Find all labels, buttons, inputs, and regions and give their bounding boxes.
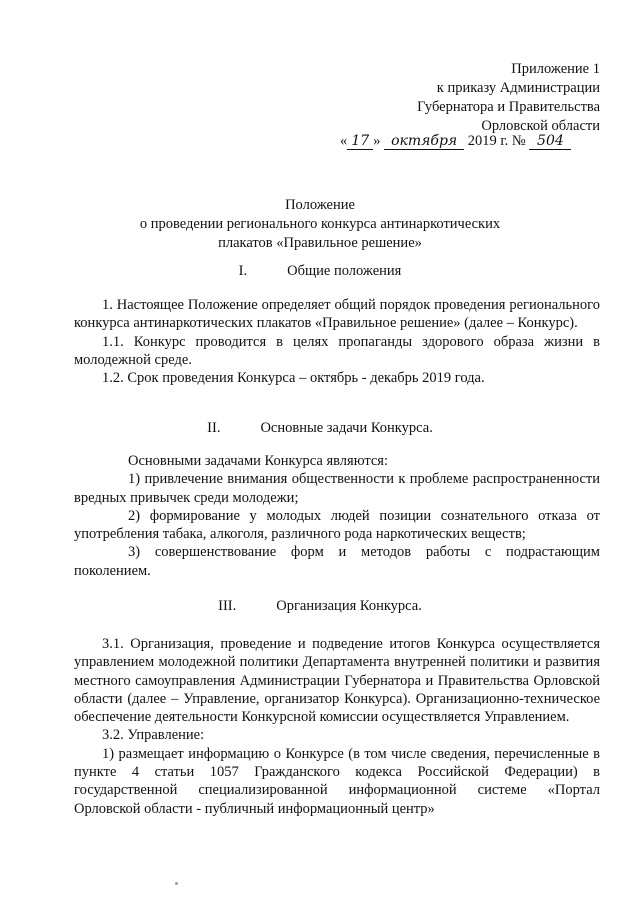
section-number: III.: [218, 598, 237, 614]
paragraph: 3.1. Организация, проведение и подведение итогов Конкурса осуществляется управлением молодежной политики Департамента внутренней политики и развития местного самоуправления Администрации Губернатора и Правительства Орловской области (далее – Управление, организатор Конкурса). Организационно-техническое обеспечение деятельности Конкурсной комиссии осуществляется Управлением.: [74, 636, 600, 726]
section-title: Общие положения: [287, 263, 402, 279]
paragraph: 1.1. Конкурс проводится в целях пропаганды здорового образа жизни в молодежной среде.: [74, 333, 600, 368]
section-2-body: [74, 452, 600, 580]
title-line: о проведении регионального конкурса антинаркотических: [139, 216, 501, 232]
title-line: Положение: [285, 197, 355, 213]
paragraph: 3.2. Управление:: [102, 727, 205, 744]
handwritten-order-number: 504: [529, 134, 571, 150]
appendix-line: Приложение 1: [511, 61, 600, 77]
paragraph: 1) привлечение внимания общественности к проблеме распространенности вредных привычек среди молодежи;: [74, 471, 600, 506]
section-number: II.: [207, 420, 221, 436]
paragraph: 2) формирование у молодых людей позиции сознательного отказа от употребления табака, алкоголя, различного рода наркотических веществ;: [74, 507, 600, 543]
order-date-line: « 17 » октября 2019 г. № 504: [340, 133, 600, 150]
paragraph: 1.2. Срок проведения Конкурса – октябрь - декабрь 2019 года.: [102, 370, 485, 387]
section-heading-2: [60, 420, 580, 437]
paragraph: 1) размещает информацию о Конкурсе (в том числе сведения, перечисленные в пункте 4 статьи 1057 Гражданского кодекса Российской Федерации) в государственной специализированной информационной системе «Портал Орловской области - публичный информационный центр»: [74, 745, 600, 817]
handwritten-day: 17: [347, 134, 373, 150]
appendix-header: [300, 60, 600, 136]
appendix-line: Губернатора и Правительства: [417, 99, 600, 115]
section-1-body: [74, 296, 600, 387]
appendix-line: к приказу Администрации: [436, 80, 600, 96]
paragraph: 3) совершенствование форм и методов работы с подрастающим поколением.: [74, 544, 600, 579]
paragraph: 1. Настоящее Положение определяет общий порядок проведения регионального конкурса антинаркотических плакатов «Правильное решение» (далее – Конкурс).: [74, 297, 600, 332]
section-number: I.: [238, 263, 248, 279]
section-heading-1: [60, 263, 580, 280]
section-3-body: [74, 635, 600, 818]
section-heading-3: [60, 598, 580, 615]
scan-speck: [175, 882, 178, 885]
year-number-label: 2019 г. №: [467, 133, 526, 149]
section-title: Основные задачи Конкурса.: [260, 420, 433, 436]
section-title: Организация Конкурса.: [276, 598, 422, 614]
title-line: плакатов «Правильное решение»: [218, 235, 422, 251]
paragraph: Основными задачами Конкурса являются:: [128, 453, 389, 469]
handwritten-month: октября: [384, 134, 464, 150]
document-title: [60, 196, 580, 253]
appendix-line: Орловской области: [481, 118, 600, 134]
